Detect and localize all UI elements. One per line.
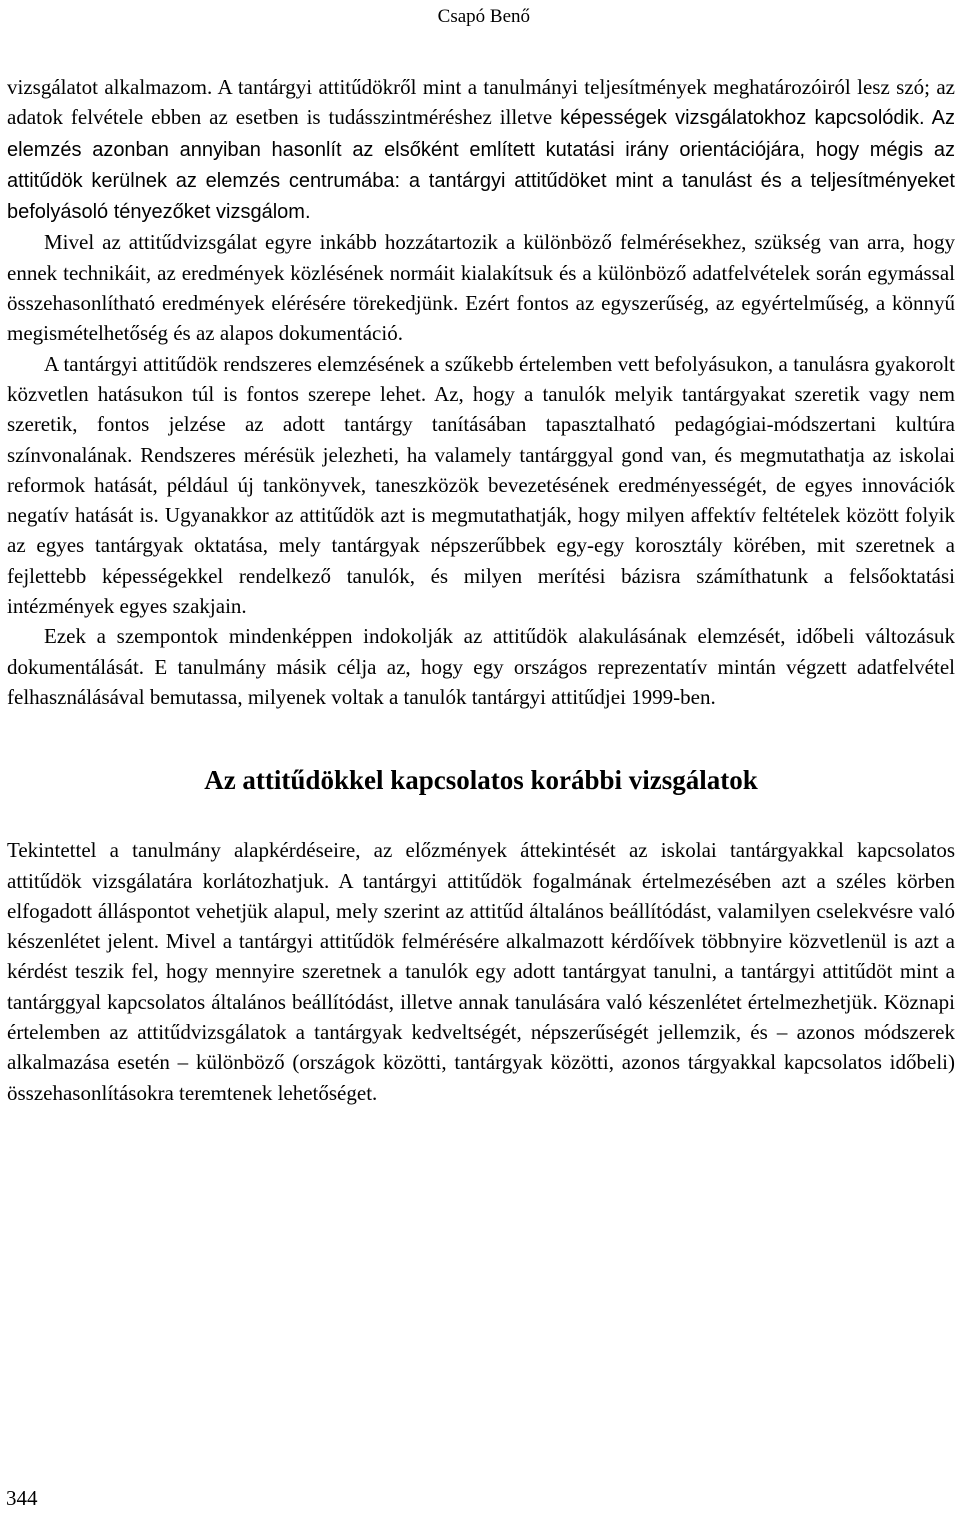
intro-paragraph-1-sans: képességek vizsgálatokhoz kapcsolódik. Az elemzés azonban annyiban hasonlít az elsőként említett kutatási irány orientációjára, hogy mégis az attitűdök kerülnek az elemzés centrumába: a tantárgyi attitűdöket mint a tanulást és a teljesítményeket befolyásoló tényezőket vizsgálom. [7,107,955,224]
intro-paragraph-1-serif: vizsgálatot alkalmazom. A tantárgyi attitűdökről mint a tanulmányi teljesítmények meghatározóiról lesz szó; az adatok felvétele ebben az esetben is tudásszintméréshez illetve [7,75,955,130]
intro-paragraph-3: A tantárgyi attitűdök rendszeres elemzésének a szűkebb értelemben vett befolyásukon, a tanulásra gyakorolt közvetlen hatásukon túl is fontos szerepe lehet. Az, hogy a tanulók melyik tantárgyakat szeretik vagy nem szeretik, fontos jelzése az adott tantárgy tanításában tapasztalható pedagógiai-módszertani kultúra színvonalának. Rendszeres mérésük jelezheti, ha valamely tantárggyal gond van, és megmutathatja az iskolai reformok hatását, például új tankönyvek, taneszközök bevezetésének eredményességét, de egyes innovációk negatív hatását is. Ugyanakkor az attitűdök azt is megmutathatják, hogy milyen affektív feltételek között folyik az egyes tantárgyak oktatása, mely tantárgyak népszerűbbek egy-egy korosztály körében, mit szeretnek a fejlettebb képességekkel rendelkező tanulók, és milyen merítési bázisra számíthatunk a felsőoktatási intézmények egyes szakjain. [7,351,955,619]
page-number: 344 [6,1486,38,1510]
running-head [0,4,958,30]
intro-paragraph-1 [7,72,955,227]
intro-paragraph-4: Ezek a szempontok mindenképpen indokolják az attitűdök alakulásának elemzését, időbeli változásuk dokumentálását. E tanulmány másik célja az, hogy egy országos reprezentatív mintán végzett adatfelvétel felhasználásával bemutassa, milyenek voltak a tanulók tantárgyi attitűdjei 1999-ben. [7,624,955,709]
running-head-author: Csapó Benő [437,6,530,27]
page-body [7,72,955,1108]
section-paragraph-1: Tekintettel a tanulmány alapkérdéseire, az előzmények áttekintését az iskolai tantárgyakkal kapcsolatos attitűdök vizsgálatára korlátozhatjuk. A tantárgyi attitűdök fogalmának értelmezésében azt a széles körben elfogadott álláspontot vehetjük alapul, mely szerint az attitűd általános beállítódást, valamilyen cselekvésre való készenlétet jelent. Mivel a tantárgyi attitűdök felmérésére alkalmazott kérdőívek többnyire közvetlenül is azt a kérdést teszik fel, hogy mennyire szeretnek a tanulók egy adott tantárgyat tanulni, a tantárgyi attitűdöt mint a tantárggyal kapcsolatos általános beállítódást, illetve annak tanulására való készenlétet értelmezhetjük. Köznapi értelemben az attitűdvizsgálatok a tantárgyak kedveltségét, népszerűségét jellemzik, és – azonos módszerek alkalmazása esetén – különböző (országok közötti, tantárgyak közötti, azonos tárgyakkal kapcsolatos időbeli) összehasonlításokra teremtenek lehetőséget. [7,838,955,1105]
section-heading: Az attitűdökkel kapcsolatos korábbi vizsgálatok [204,765,758,796]
intro-paragraph-2: Mivel az attitűdvizsgálat egyre inkább hozzátartozik a különböző felmérésekhez, szükség van arra, hogy ennek technikáit, az eredmények közlésének normáit kialakítsuk és a különböző adatfelvételek során egymással összehasonlítható eredmények elérésére törekedjünk. Ezért fontos az egyszerűség, az egyértelműség, a könnyű megismételhetőség és az alapos dokumentáció. [7,230,955,346]
